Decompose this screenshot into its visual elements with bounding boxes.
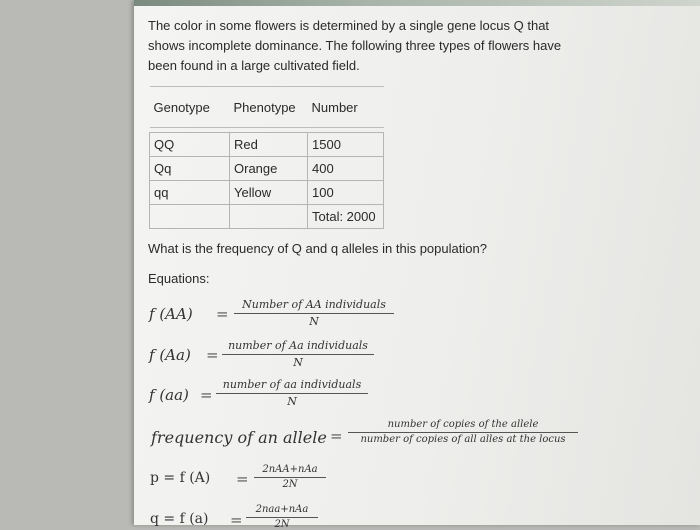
genotype-cell [150,205,230,229]
equation-p-lhs: p = f (A) [150,470,211,486]
equation-faa-lhs: f (aa) [149,386,189,404]
top-edge-strip [134,0,700,6]
phenotype-cell: Orange [230,157,308,181]
phenotype-cell [230,205,308,229]
number-cell: 100 [308,181,384,205]
fraction-numerator: Number of AA individuals [242,298,386,311]
equation-faa-equals: = [200,386,213,404]
fraction-numerator: number of Aa individuals [228,339,368,352]
fraction-denominator: N [309,315,319,328]
equation-fAA-lhs: f (AA) [149,305,193,323]
header-phenotype: Phenotype [230,87,308,128]
problem-intro: The color in some flowers is determined by a single gene locus Q that shows incomplete dominance. The following three types of flowers have been found in a large cultivated field. [148,18,562,73]
table-row [150,205,384,229]
number-cell: 1500 [308,133,384,157]
genotype-cell: Qq [150,157,230,181]
equation-p-fraction [254,464,326,490]
header-genotype: Genotype [150,87,230,128]
equation-fAa-fraction [222,339,374,369]
total-cell: Total: 2000 [308,205,384,229]
fraction-numerator: 2naa+nAa [255,504,309,515]
table-row [150,181,384,205]
equation-allele-fraction [348,419,578,445]
genotype-table [149,86,384,229]
phenotype-cell: Red [230,133,308,157]
equation-faa-fraction [216,378,368,408]
equation-fAA-fraction [234,298,394,328]
equation-q-equals: = [230,511,243,529]
number-cell: 400 [308,157,384,181]
genotype-cell: QQ [150,133,230,157]
header-number: Number [308,87,384,128]
equations-label: Equations: [148,271,210,286]
fraction-denominator: number of copies of all alles at the locus [360,434,566,445]
equation-allele-equals: = [330,427,343,445]
table-row [150,133,384,157]
fraction-denominator: N [287,395,297,408]
question-text: What is the frequency of Q and q alleles in this population? [148,241,487,256]
fraction-denominator: 2N [274,519,290,530]
fraction-numerator: number of aa individuals [222,378,362,391]
fraction-numerator: 2nAA+nAa [262,464,318,475]
equation-q-fraction [246,504,318,530]
equation-q-lhs: q = f (a) [150,511,209,527]
equation-allele-lhs: frequency of an allele [151,428,327,447]
equation-fAa-lhs: f (Aa) [149,346,191,364]
fraction-numerator: number of copies of the allele [387,419,539,430]
fraction-denominator: N [293,356,303,369]
genotype-cell: qq [150,181,230,205]
phenotype-cell: Yellow [230,181,308,205]
equation-fAA-equals: = [216,305,229,323]
table-row [150,157,384,181]
equation-fAa-equals: = [206,346,219,364]
equation-p-equals: = [236,470,249,488]
fraction-denominator: 2N [282,479,298,490]
